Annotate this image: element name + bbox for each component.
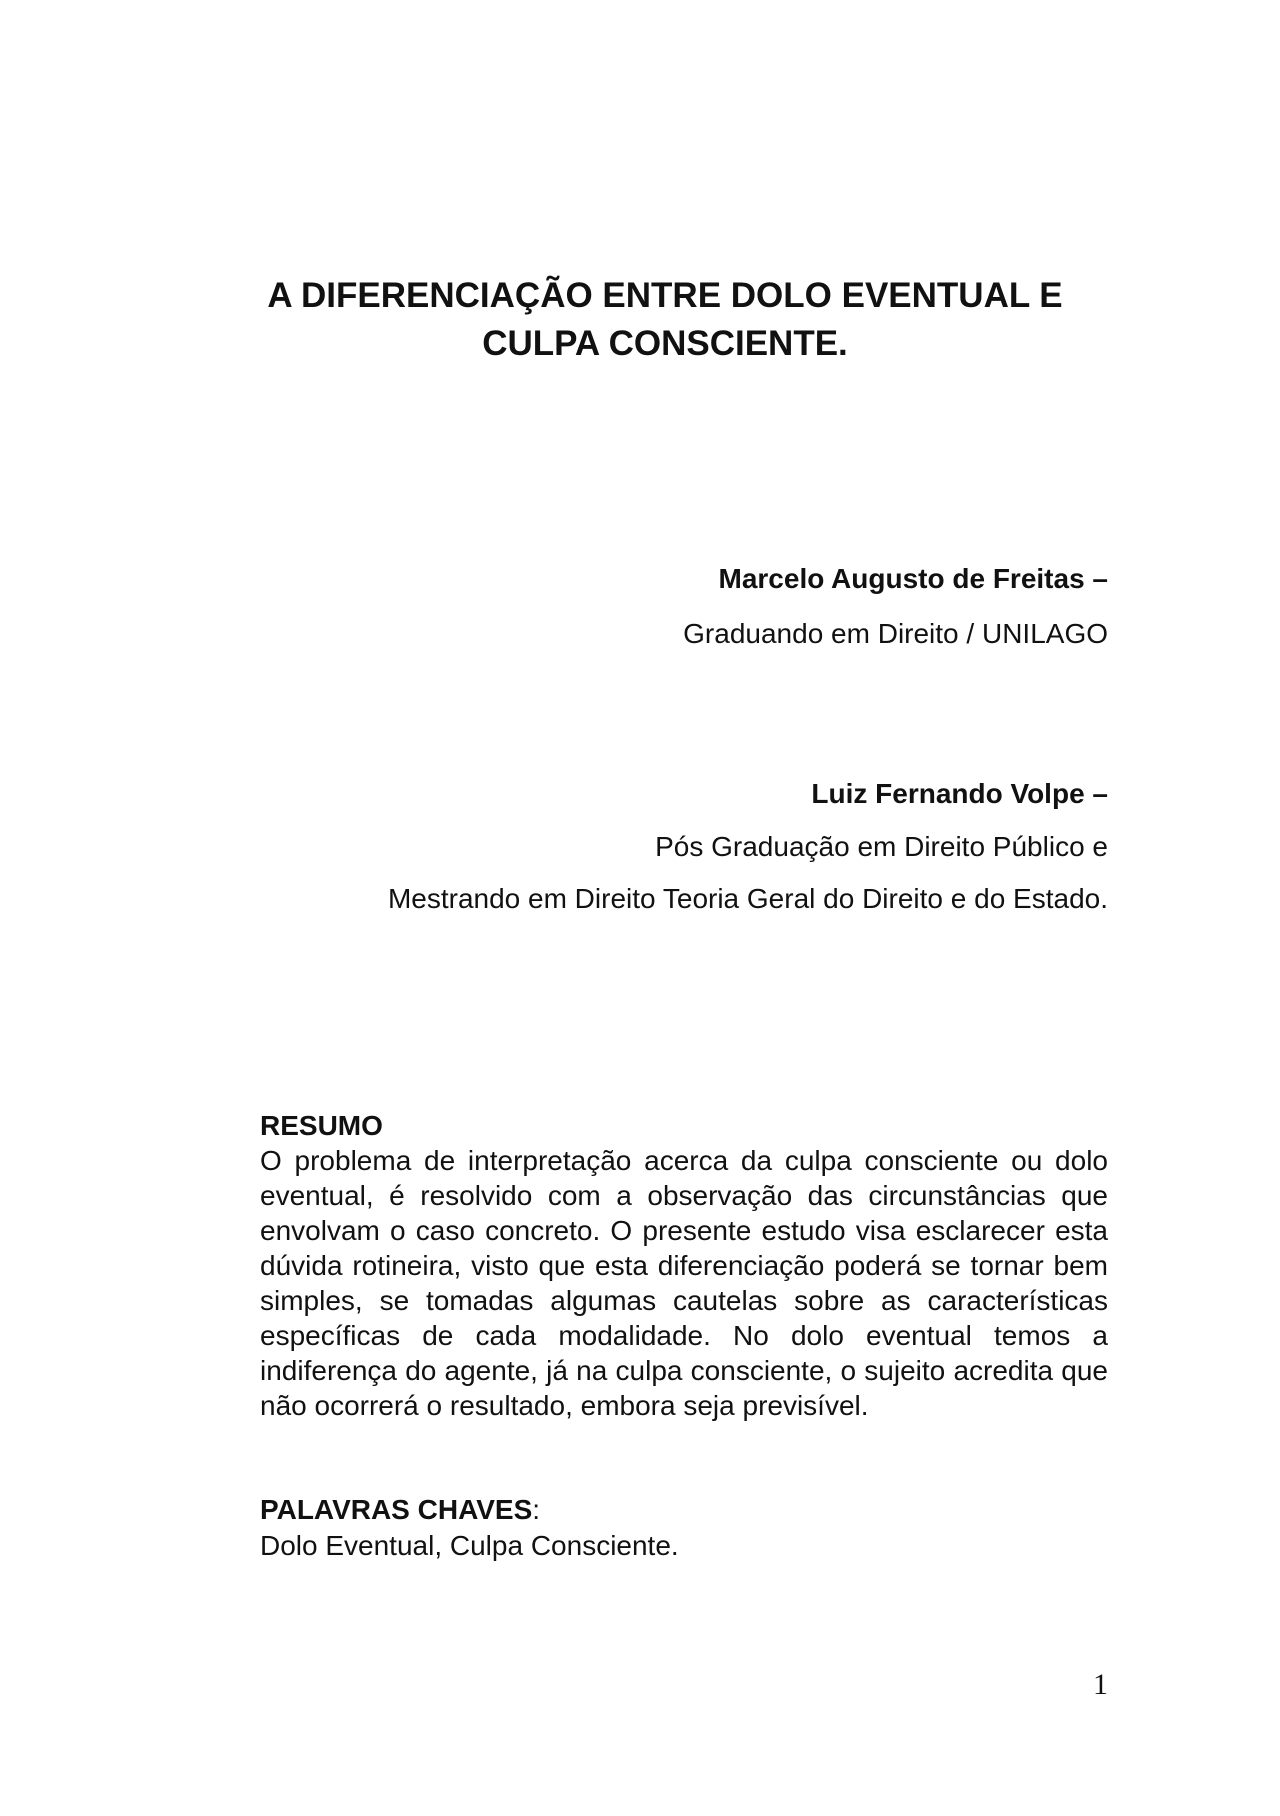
keywords-separator: :: [532, 1494, 541, 1525]
abstract-text: O problema de interpretação acerca da culpa consciente ou dolo eventual, é resolvido com a observação das circunstâncias que envolvam o caso concreto. O presente estudo visa esclarecer esta dúvida rotineira, visto que esta diferenciação poderá se tornar bem simples, se tomadas algumas cautelas sobre as características específicas de cada modalidade. No dolo eventual temos a indiferença do agente, já na culpa consciente, o sujeito acredita que não ocorrerá o resultado, embora seja previsível.: [260, 1145, 1108, 1421]
author-2-affiliation-line-2: Mestrando em Direito Teoria Geral do Direito e do Estado.: [387, 883, 1108, 914]
author-2-name: Luiz Fernando Volpe –: [811, 778, 1108, 809]
keywords-section: [260, 1492, 1108, 1564]
author-1-name: Marcelo Augusto de Freitas –: [718, 563, 1108, 594]
page-number: 1: [1093, 1668, 1108, 1701]
keywords-heading: PALAVRAS CHAVES: [260, 1494, 533, 1525]
title-line-1: A DIFERENCIAÇÃO ENTRE DOLO EVENTUAL E: [267, 276, 1063, 315]
author-1-affiliation: Graduando em Direito / UNILAGO: [683, 618, 1108, 649]
keywords-text: Dolo Eventual, Culpa Consciente.: [260, 1530, 679, 1561]
keywords-heading-line: [260, 1492, 1108, 1528]
title-line-2: CULPA CONSCIENTE.: [482, 324, 848, 363]
abstract-section: [260, 1108, 1108, 1423]
abstract-heading: RESUMO: [260, 1110, 383, 1141]
document-title: [230, 272, 1100, 368]
author-2-affiliation-line-1: Pós Graduação em Direito Público e: [655, 831, 1108, 862]
